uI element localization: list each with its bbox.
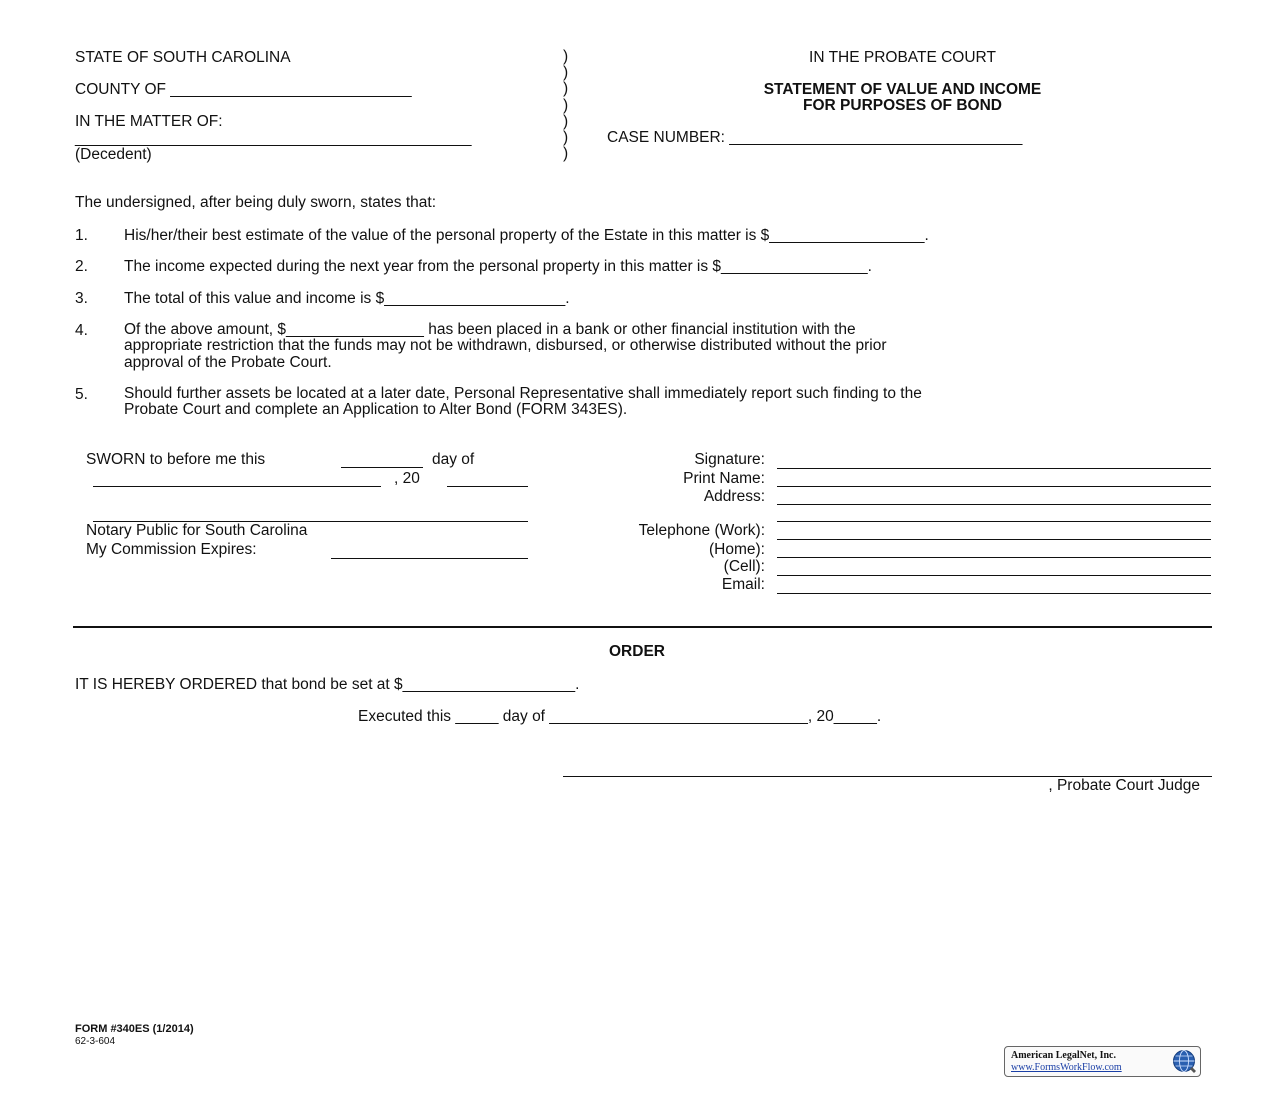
sworn-label: SWORN to before me this [86, 451, 266, 468]
logo-company-name: American LegalNet, Inc. [1011, 1050, 1116, 1061]
matter-name-field[interactable]: ______________________________________________ [75, 130, 472, 147]
email-field[interactable] [777, 593, 1211, 594]
sworn-month-field[interactable] [93, 486, 381, 487]
telephone-cell-label: (Cell): [723, 558, 765, 575]
year-prefix-label: , 20 [394, 470, 420, 487]
print-name-field[interactable] [777, 486, 1211, 487]
bond-amount-field[interactable]: IT IS HEREBY ORDERED that bond be set at $____________________. [75, 676, 580, 693]
item-total-value[interactable]: The total of this value and income is $_____________________. [124, 290, 570, 307]
logo-website-link[interactable]: www.FormsWorkFlow.com [1011, 1062, 1122, 1073]
signature-field[interactable] [777, 468, 1211, 469]
item-number: 1. [75, 227, 88, 244]
intro-statement: The undersigned, after being duly sworn, states that: [75, 194, 437, 211]
commission-expires-field[interactable] [331, 558, 528, 559]
decedent-label: (Decedent) [75, 146, 152, 163]
item-restricted-amount[interactable]: Of the above amount, $________________ has been placed in a bank or other financial institution with the appropriate restriction that the funds may not be withdrawn, disbursed, or otherwise distributed without the prior approval of the Probate Court. [124, 321, 887, 371]
order-heading: ORDER [609, 643, 665, 660]
county-field[interactable]: COUNTY OF ____________________________ [75, 81, 412, 98]
item-expected-income[interactable]: The income expected during the next year from the personal property in this matter is $_________________. [124, 258, 872, 275]
item-further-assets: Should further assets be located at a later date, Personal Representative shall immediately report such finding to the Probate Court and complete an Application to Alter Bond (FORM 343ES). [124, 385, 922, 419]
commission-expires-label: My Commission Expires: [86, 541, 257, 558]
court-name: IN THE PROBATE COURT [809, 49, 996, 66]
address-field-line2[interactable] [777, 521, 1211, 522]
item-number: 2. [75, 258, 88, 275]
telephone-cell-field[interactable] [777, 575, 1211, 576]
email-label: Email: [721, 576, 765, 593]
print-name-label: Print Name: [683, 470, 765, 487]
day-of-label: day of [432, 451, 475, 468]
form-number: FORM #340ES (1/2014) [75, 1023, 194, 1035]
statute-reference: 62-3-604 [75, 1036, 116, 1047]
case-number-field[interactable]: CASE NUMBER: __________________________________ [607, 129, 1023, 146]
sworn-year-field[interactable] [447, 486, 528, 487]
item-estimate-value[interactable]: His/her/their best estimate of the value of the personal property of the Estate in this matter is $__________________. [124, 227, 929, 244]
item-number: 5. [75, 386, 88, 403]
publisher-logo[interactable] [1004, 1046, 1201, 1077]
notary-label: Notary Public for South Carolina [86, 522, 308, 539]
sworn-day-field[interactable] [341, 467, 423, 468]
caption-brackets: ) ) ) ) ) ) ) [563, 48, 569, 163]
document-title-line2: FOR PURPOSES OF BOND [803, 97, 1002, 114]
telephone-work-field[interactable] [777, 539, 1211, 540]
telephone-work-label: Telephone (Work): [638, 522, 765, 539]
globe-logo-icon [1172, 1049, 1196, 1073]
judge-label: , Probate Court Judge [1048, 777, 1200, 794]
document-title-line1: STATEMENT OF VALUE AND INCOME [763, 81, 1042, 98]
state-name: STATE OF SOUTH CAROLINA [75, 49, 291, 66]
telephone-home-label: (Home): [709, 541, 765, 558]
telephone-home-field[interactable] [777, 557, 1211, 558]
matter-label: IN THE MATTER OF: [75, 113, 223, 130]
address-field-line1[interactable] [777, 504, 1211, 505]
executed-date-field[interactable]: Executed this _____ day of ______________________________, 20_____. [358, 708, 882, 725]
item-number: 4. [75, 322, 88, 339]
address-label: Address: [703, 488, 765, 505]
signature-label: Signature: [694, 451, 765, 468]
item-number: 3. [75, 290, 88, 307]
section-divider [73, 626, 1212, 628]
